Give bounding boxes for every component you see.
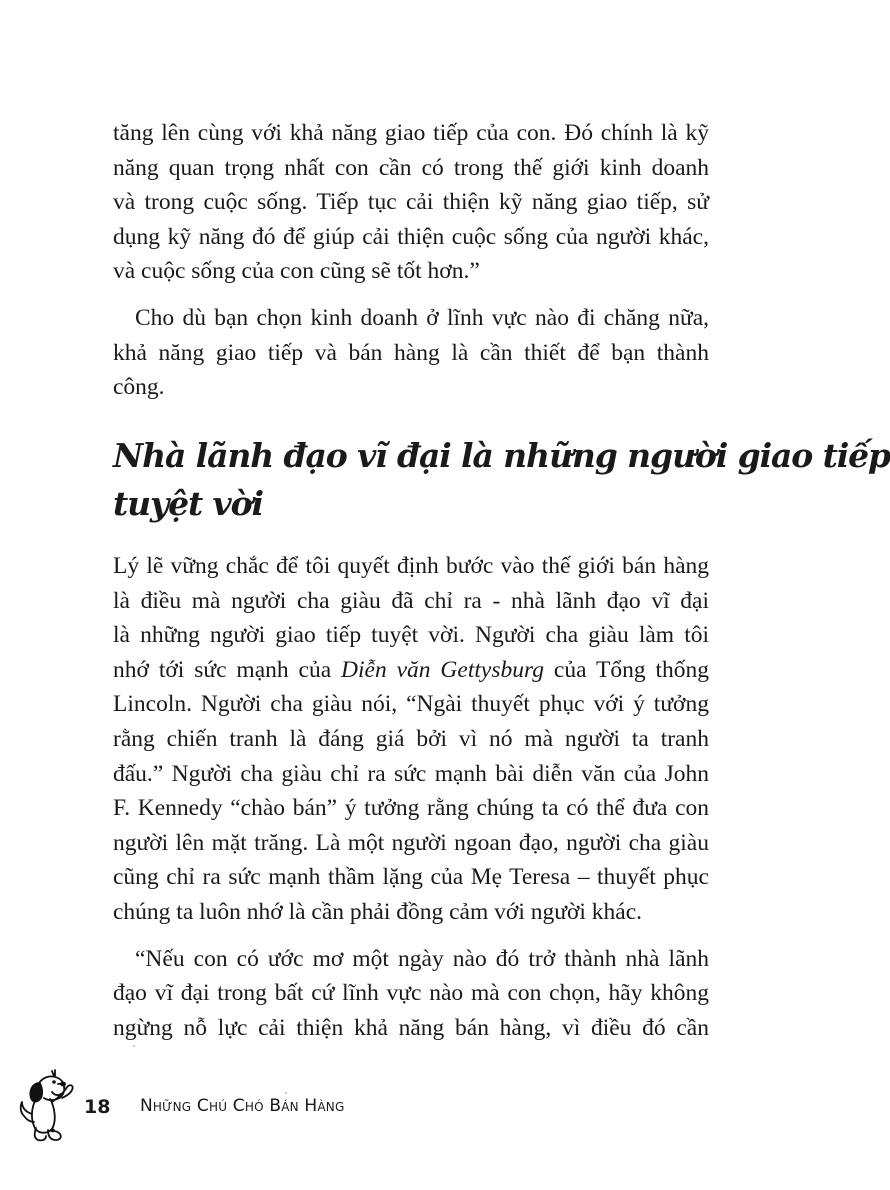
- top-text-block: [113, 116, 709, 405]
- text-line: công.: [113, 374, 165, 401]
- text-line: năng quan trọng nhất con cần có trong thế giới kinh doanh: [113, 154, 709, 181]
- text-line: cũng chỉ ra sức mạnh thầm lặng của Mẹ Teresa – thuyết phục: [113, 864, 709, 891]
- paragraph-continuation: [113, 116, 709, 289]
- text-line: Lincoln. Người cha giàu nói, “Ngài thuyết phục với ý tưởng: [113, 691, 709, 718]
- paragraph-quote: [113, 942, 709, 1046]
- text-line: đạo vĩ đại trong bất cứ lĩnh vực nào mà con chọn, hãy không: [113, 980, 709, 1007]
- text-line: ngừng nỗ lực cải thiện khả năng bán hàng, vì điều đó cần: [113, 1014, 709, 1041]
- text-line: đấu.” Người cha giàu chỉ ra sức mạnh bài diễn văn của John: [113, 760, 709, 787]
- text-line: dụng kỹ năng đó để giúp cải thiện cuộc sống của người khác,: [113, 223, 709, 250]
- text-line: khả năng giao tiếp và bán hàng là cần thiết để bạn thành: [113, 339, 709, 366]
- running-title: Những Chú Chó Bán Hàng: [140, 1096, 345, 1116]
- text-line: tăng lên cùng với khả năng giao tiếp của con. Đó chính là kỹ: [113, 120, 709, 146]
- section-heading: [113, 432, 890, 528]
- page-number: 18: [84, 1096, 111, 1118]
- text-line: và trong cuộc sống. Tiếp tục cải thiện kỹ năng giao tiếp, sử: [113, 189, 709, 216]
- paragraph-gap: [113, 289, 709, 301]
- text-run: nhớ tới sức mạnh của: [113, 656, 342, 683]
- main-text-block: [113, 549, 709, 1045]
- text-line: người lên mặt trăng. Là một người ngoan đạo, người cha giàu: [113, 829, 709, 856]
- text-line: và cuộc sống của con cũng sẽ tốt hơn.”: [113, 258, 480, 285]
- dog-mascot-icon: [8, 1068, 78, 1144]
- text-line: là điều mà người cha giàu đã chỉ ra - nhà lãnh đạo vĩ đại: [113, 587, 709, 614]
- text-line: là những người giao tiếp tuyệt vời. Người cha giàu làm tôi: [113, 622, 709, 649]
- text-line: “Nếu con có ước mơ một ngày nào đó trở thành nhà lãnh: [135, 945, 709, 972]
- scan-speck: [133, 1045, 135, 1047]
- text-line: Lý lẽ vững chắc để tôi quyết định bước vào thế giới bán hàng: [113, 553, 709, 579]
- text-line: rằng chiến tranh là đáng giá bởi vì nó mà người ta tranh: [113, 725, 709, 752]
- text-line: F. Kennedy “chào bán” ý tưởng rằng chúng ta có thể đưa con: [113, 795, 709, 822]
- page-footer: [0, 1068, 800, 1148]
- paragraph-communication-skills: [113, 301, 709, 405]
- paragraph-leaders: [113, 549, 709, 930]
- text-line-with-italic: [113, 653, 709, 688]
- paragraph-gap: [113, 930, 709, 942]
- text-run: của Tổng thống: [544, 656, 710, 683]
- section-heading-line-2: tuyệt vời: [113, 484, 263, 523]
- text-line: Cho dù bạn chọn kinh doanh ở lĩnh vực nào đi chăng nữa,: [135, 304, 709, 331]
- text-line: chúng ta luôn nhớ là cần phải đồng cảm với người khác.: [113, 898, 643, 925]
- italic-title-gettysburg: Diễn văn Gettysburg: [341, 656, 544, 683]
- section-heading-line-1: Nhà lãnh đạo vĩ đại là những người giao tiếp: [113, 436, 890, 475]
